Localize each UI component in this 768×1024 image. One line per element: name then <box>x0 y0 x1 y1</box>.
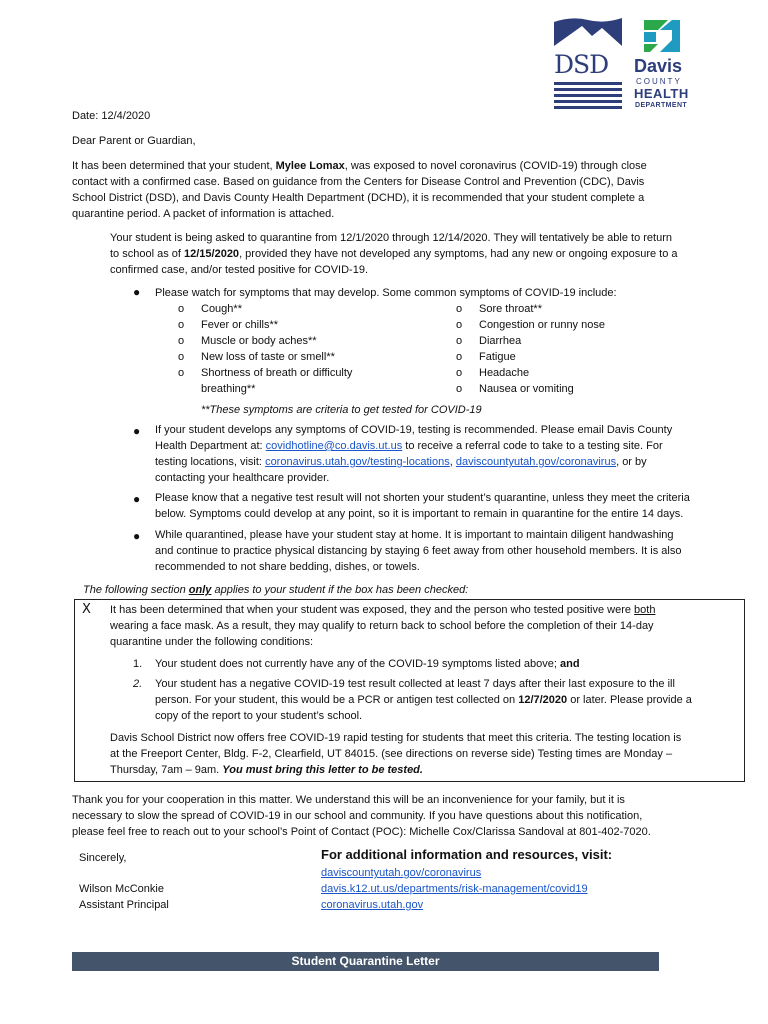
condition-2 <box>155 676 740 724</box>
symptom-item: Fatigue <box>479 351 516 363</box>
condition-text: Your student does not currently have any of the COVID-19 symptoms listed above; <box>155 658 560 670</box>
symptom-item: Congestion or runny nose <box>479 319 605 331</box>
email-link[interactable]: covidhotline@co.davis.ut.us <box>265 440 403 452</box>
bullet-icon: ● <box>133 424 141 438</box>
symptom-item: breathing** <box>201 383 256 395</box>
circle-bullet-icon: o <box>456 383 463 395</box>
testing-location-text: Thursday, 7am – 9am. <box>110 764 223 776</box>
davis-county-coronavirus-link[interactable]: daviscountyutah.gov/coronavirus <box>455 456 617 468</box>
davis-text: Davis <box>634 56 683 76</box>
health-text: HEALTH <box>634 86 689 101</box>
intro-text: School District (DSD), and Davis County Health Department (DCHD), it is recommended that your student complete a <box>72 192 645 204</box>
header-logos <box>552 16 702 112</box>
thanks-paragraph <box>72 792 742 840</box>
health-department-mark-icon <box>642 18 682 54</box>
dsd-logo-text: DSD <box>554 50 609 79</box>
condition-1 <box>155 656 580 672</box>
intro-text: It has been determined that your student, <box>72 160 276 172</box>
quarantine-text: , provided they have not developed any symptoms, had any new or ongoing exposure to a <box>239 248 678 260</box>
footer-banner: Student Quarantine Letter <box>72 952 659 971</box>
test-date: 12/7/2020 <box>518 694 568 706</box>
resource-link[interactable]: davis.k12.ut.us/departments/risk-management/covid19 <box>321 883 588 895</box>
quarantine-text: Your student is being asked to quarantine from 12/1/2020 through 12/14/2020. They will tentatively be able to return <box>110 232 672 244</box>
letter-date: Date: 12/4/2020 <box>72 110 151 122</box>
intro-text: quarantine period. A packet of information is attached. <box>72 208 335 220</box>
department-text: DEPARTMENT <box>635 102 688 109</box>
thanks-text: Thank you for your cooperation in this matter. We understand this will be an inconvenience for your family, but it is <box>72 794 625 806</box>
symptom-item: Fever or chills** <box>201 319 279 331</box>
quarantine-text: to school as of <box>110 248 184 260</box>
circle-bullet-icon: o <box>456 319 463 331</box>
circle-bullet-icon: o <box>178 319 185 331</box>
resource-link[interactable]: daviscountyutah.gov/coronavirus <box>321 867 482 879</box>
note-only: only <box>188 584 212 596</box>
condition-and: and <box>559 658 580 670</box>
negative-test-paragraph <box>155 490 745 522</box>
condition-number: 2. <box>133 678 143 690</box>
return-date: 12/15/2020 <box>184 248 240 260</box>
negative-text: Please know that a negative test result will not shorten your student’s quarantine, unless they meet the criteria <box>155 492 690 504</box>
testing-locations-link[interactable]: coronavirus.utah.gov/testing-locations <box>265 456 450 468</box>
bring-letter-notice: You must bring this letter to be tested. <box>222 764 423 776</box>
section-note <box>83 582 468 598</box>
circle-bullet-icon: o <box>456 367 463 379</box>
symptom-item: Diarrhea <box>479 335 522 347</box>
circle-bullet-icon: o <box>178 303 185 315</box>
condition-text: Your student has a negative COVID-19 test result collected at least 7 days after their last exposure to the ill <box>155 678 675 690</box>
bullet-icon: ● <box>133 492 141 506</box>
home-text: While quarantined, please have your student stay at home. It is important to maintain diligent handwashing <box>155 529 674 541</box>
thanks-text: necessary to slow the spread of COVID-19 in our school and community. If you have questions about this notification, <box>72 810 643 822</box>
circle-bullet-icon: o <box>178 367 185 379</box>
testing-paragraph <box>155 422 745 486</box>
symptom-item: Headache <box>479 367 530 379</box>
condition-text: person. For your student, this would be a PCR or antigen test collected on <box>155 694 519 706</box>
testing-text: testing locations, visit: <box>155 456 266 468</box>
testing-text: to receive a referral code to take to a testing site. For <box>402 440 663 452</box>
checkbox-mark: X <box>82 602 91 617</box>
negative-text: below. Symptoms could develop at any point, so it is important to remain in quarantine for the entire 14 days. <box>155 508 684 520</box>
stay-home-paragraph <box>155 527 745 575</box>
symptoms-right-list <box>456 301 605 397</box>
signer-name: Wilson McConkie <box>79 883 164 895</box>
testing-text: , or by <box>616 456 647 468</box>
symptoms-intro: Please watch for symptoms that may develop. Some common symptoms of COVID-19 include: <box>155 287 617 299</box>
testing-location-text: Davis School District now offers free COVID-19 rapid testing for students that meet this criteria. The testing location is <box>110 732 682 744</box>
home-text: recommended to not share bedding, dishes, or towels. <box>155 561 420 573</box>
home-text: and continue to practice physical distancing by staying 6 feet away from other household members. It is also <box>155 545 682 557</box>
bullet-icon: ● <box>133 285 141 299</box>
box-intro <box>110 602 740 650</box>
testing-text: If your student develops any symptoms of COVID-19, testing is recommended. Please email Davis County <box>155 424 673 436</box>
symptom-item: Muscle or body aches** <box>201 335 317 347</box>
both-text: both <box>634 604 656 616</box>
bullet-icon: ● <box>133 529 141 543</box>
condition-text: or later. Please provide a <box>567 694 692 706</box>
box-text: It has been determined that when your student was exposed, they and the person who tested positive were <box>110 604 635 616</box>
intro-text: , was exposed to novel coronavirus (COVID-19) through close <box>344 160 647 172</box>
symptoms-note: **These symptoms are criteria to get tested for COVID-19 <box>201 404 482 416</box>
note-text: The following section <box>83 584 189 596</box>
symptom-item: Cough** <box>201 303 242 315</box>
signer-title: Assistant Principal <box>79 899 169 911</box>
resource-link[interactable]: coronavirus.utah.gov <box>321 899 424 911</box>
box-text: wearing a face mask. As a result, they may qualify to return back to school before the completion of their 14-day <box>110 620 654 632</box>
symptoms-left-list <box>178 301 352 397</box>
circle-bullet-icon: o <box>178 351 185 363</box>
separator: , <box>449 456 456 468</box>
testing-location-text: at the Freeport Center, Bldg. F-2, Clearfield, UT 84015. (see directions on reverse side) Testing times are Monday – <box>110 748 673 760</box>
testing-text: Health Department at: <box>155 440 266 452</box>
resources-title: For additional information and resources, visit: <box>321 847 613 862</box>
symptom-item: Shortness of breath or difficulty <box>201 367 353 379</box>
symptom-item: New loss of taste or smell** <box>201 351 335 363</box>
circle-bullet-icon: o <box>456 335 463 347</box>
dsd-logo <box>552 16 624 110</box>
closing: Sincerely, <box>79 852 127 864</box>
intro-text: contact with a confirmed case. Based on guidance from the Centers for Disease Control and Prevention (CDC), Davis <box>72 176 645 188</box>
symptom-item: Sore throat** <box>479 303 542 315</box>
circle-bullet-icon: o <box>456 351 463 363</box>
circle-bullet-icon: o <box>178 335 185 347</box>
note-text: applies to your student if the box has been checked: <box>211 584 469 596</box>
box-text: quarantine under the following conditions: <box>110 636 314 648</box>
testing-text: contacting your healthcare provider. <box>155 472 330 484</box>
thanks-text: please feel free to reach out to your school’s Point of Contact (POC): Michelle Cox/Clarissa Sandoval at 801-402-7020. <box>72 826 651 838</box>
greeting: Dear Parent or Guardian, <box>72 135 196 147</box>
testing-location-paragraph <box>110 730 740 778</box>
student-name: Mylee Lomax <box>275 160 345 172</box>
davis-county-health-logo <box>634 16 702 110</box>
quarantine-paragraph <box>110 230 740 278</box>
condition-text: copy of the report to your student’s school. <box>155 710 363 722</box>
condition-number: 1. <box>133 658 143 670</box>
resources-list <box>321 865 588 913</box>
symptom-item: Nausea or vomiting <box>479 383 574 395</box>
quarantine-text: confirmed case, and/or tested positive for COVID-19. <box>110 264 369 276</box>
county-text: COUNTY <box>636 77 682 86</box>
intro-paragraph <box>72 158 732 222</box>
circle-bullet-icon: o <box>456 303 463 315</box>
